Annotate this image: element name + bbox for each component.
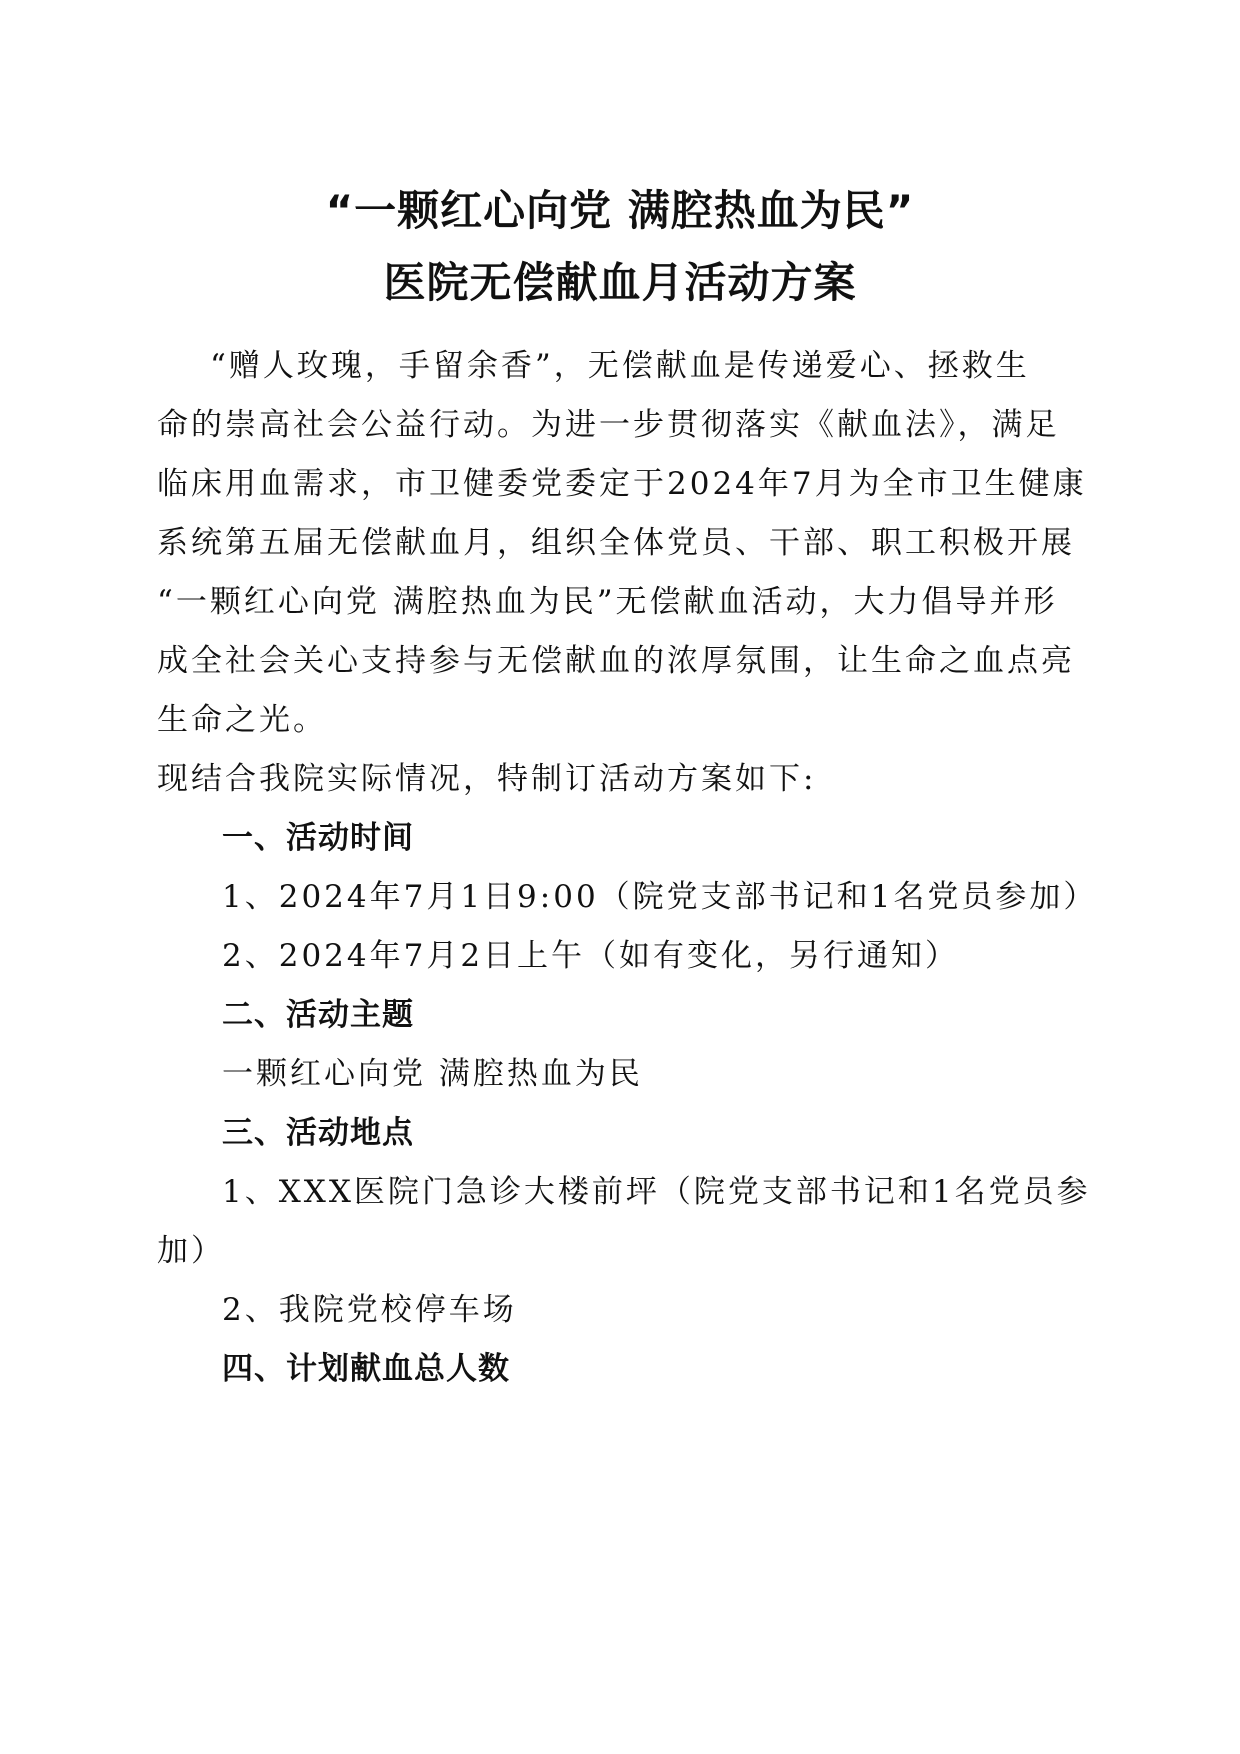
intro-line-5: “一颗红心向党 满腔热血为民”无偿献血活动，大力倡导并形 <box>157 584 1058 620</box>
section-heading-location: 三、活动地点 <box>222 1115 414 1151</box>
intro-line-4: 系统第五届无偿献血月，组织全体党员、干部、职工积极开展 <box>157 525 1075 561</box>
location-item-2: 2、我院党校停车场 <box>222 1292 517 1328</box>
plan-intro: 现结合我院实际情况，特制订活动方案如下: <box>157 761 817 797</box>
document-title-line-2: 医院无偿献血月活动方案 <box>383 258 857 307</box>
theme-text: 一颗红心向党 满腔热血为民 <box>222 1056 643 1092</box>
location-item-1: 1、XXX医院门急诊大楼前坪（院党支部书记和1名党员参 <box>222 1174 1091 1210</box>
section-heading-theme: 二、活动主题 <box>222 997 414 1033</box>
intro-line-3: 临床用血需求，市卫健委党委定于2024年7月为全市卫生健康 <box>157 466 1087 502</box>
intro-line-2: 命的崇高社会公益行动。为进一步贯彻落实《献血法》，满足 <box>157 407 1060 443</box>
time-item-1: 1、2024年7月1日9:00（院党支部书记和1名党员参加） <box>222 879 1098 915</box>
time-item-2: 2、2024年7月2日上午（如有变化，另行通知） <box>222 938 960 974</box>
section-heading-donor-count: 四、计划献血总人数 <box>222 1351 510 1387</box>
intro-line-7: 生命之光。 <box>157 702 327 738</box>
section-heading-time: 一、活动时间 <box>222 820 414 856</box>
location-item-1-continued: 加） <box>157 1233 225 1269</box>
intro-line-1: “赠人玫瑰，手留余香”，无偿献血是传递爱心、拯救生 <box>210 348 1030 384</box>
document-title-line-1: “一颗红心向党 满腔热血为民” <box>325 186 915 235</box>
intro-line-6: 成全社会关心支持参与无偿献血的浓厚氛围，让生命之血点亮 <box>157 643 1075 679</box>
